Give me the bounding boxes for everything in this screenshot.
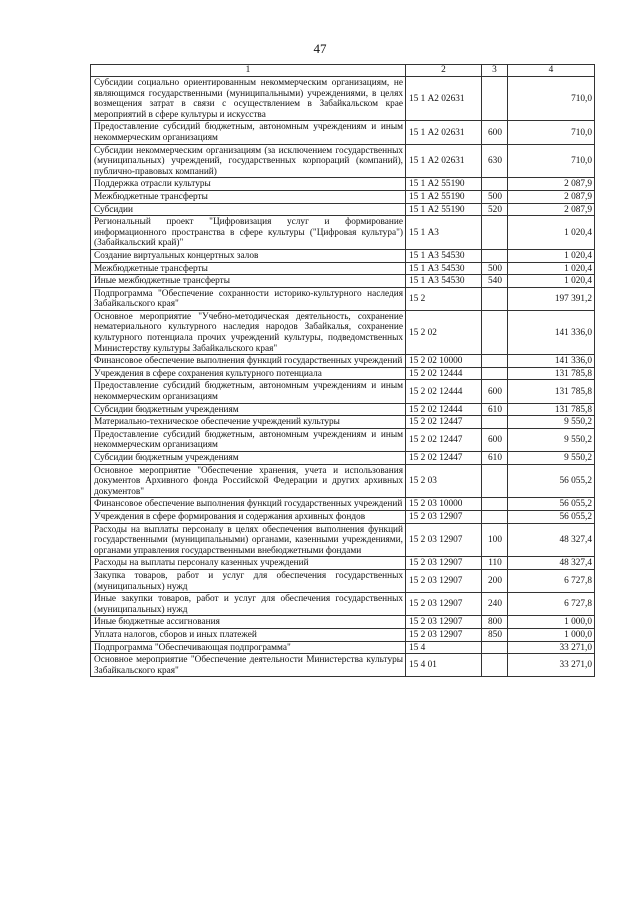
cell-code: 15 1 А2 55190: [406, 178, 482, 191]
cell-code: 15 2 03: [406, 464, 482, 498]
cell-type: 630: [482, 144, 508, 178]
cell-type: [482, 510, 508, 523]
table-row: [91, 510, 595, 523]
table-row: [91, 216, 595, 250]
cell-sum: 56 055,2: [508, 510, 595, 523]
cell-type: [482, 310, 508, 354]
table-row: [91, 262, 595, 275]
cell-code: 15 2 02 12447: [406, 428, 482, 451]
table-row: [91, 380, 595, 403]
cell-name: Финансовое обеспечение выполнения функций государственных учреждений: [91, 498, 406, 511]
cell-code: 15 2 03 10000: [406, 498, 482, 511]
table-body: [91, 77, 595, 677]
cell-code: 15 1 А3 54530: [406, 275, 482, 288]
cell-name: Основное мероприятие "Учебно-методическая деятельность, сохранение нематериального культурного наследия народов Забайкалья, сохранение культурного потенциала прочих учреждений культуры, подведомственных Министерству культуры Забайкальского края": [91, 310, 406, 354]
cell-code: 15 2 02 10000: [406, 355, 482, 368]
cell-type: [482, 178, 508, 191]
cell-name: Межбюджетные трансферты: [91, 190, 406, 203]
cell-name: Создание виртуальных концертных залов: [91, 249, 406, 262]
cell-name: Иные закупки товаров, работ и услуг для обеспечения государственных (муниципальных) нужд: [91, 593, 406, 616]
cell-sum: 6 727,8: [508, 593, 595, 616]
cell-sum: 33 271,0: [508, 641, 595, 654]
cell-sum: 141 336,0: [508, 355, 595, 368]
cell-code: 15 4 01: [406, 654, 482, 677]
cell-type: [482, 416, 508, 429]
cell-name: Закупка товаров, работ и услуг для обеспечения государственных (муниципальных) нужд: [91, 569, 406, 592]
cell-sum: 9 550,2: [508, 428, 595, 451]
cell-name: Поддержка отрасли культуры: [91, 178, 406, 191]
cell-name: Предоставление субсидий бюджетным, автономным учреждениям и иным некоммерческим организациям: [91, 380, 406, 403]
cell-sum: 2 087,9: [508, 203, 595, 216]
cell-sum: 9 550,2: [508, 452, 595, 465]
cell-code: 15 2 03 12907: [406, 616, 482, 629]
table-row: [91, 367, 595, 380]
cell-code: 15 4: [406, 641, 482, 654]
table-row: [91, 464, 595, 498]
cell-code: 15 1 А2 02631: [406, 121, 482, 144]
cell-type: [482, 464, 508, 498]
cell-sum: 131 785,8: [508, 380, 595, 403]
table-row: [91, 452, 595, 465]
cell-code: 15 2 03 12907: [406, 569, 482, 592]
cell-type: [482, 498, 508, 511]
table-row: [91, 523, 595, 557]
cell-type: 600: [482, 121, 508, 144]
table-row: [91, 593, 595, 616]
table-row: [91, 557, 595, 570]
cell-sum: 1 000,0: [508, 616, 595, 629]
cell-type: [482, 367, 508, 380]
cell-name: Подпрограмма "Обеспечивающая подпрограмма": [91, 641, 406, 654]
cell-code: 15 1 А3: [406, 216, 482, 250]
cell-sum: 710,0: [508, 144, 595, 178]
cell-code: 15 1 А3 54530: [406, 262, 482, 275]
cell-type: 800: [482, 616, 508, 629]
cell-type: 500: [482, 262, 508, 275]
cell-code: 15 2: [406, 287, 482, 310]
cell-name: Основное мероприятие "Обеспечение хранения, учета и использования документов Архивного фонда Российской Федерации и других архивных документов": [91, 464, 406, 498]
cell-sum: 56 055,2: [508, 498, 595, 511]
header-row: [91, 65, 595, 77]
cell-type: 610: [482, 452, 508, 465]
cell-type: [482, 641, 508, 654]
cell-type: 600: [482, 380, 508, 403]
table-row: [91, 355, 595, 368]
cell-sum: 1 020,4: [508, 216, 595, 250]
cell-code: 15 2 03 12907: [406, 523, 482, 557]
cell-type: 200: [482, 569, 508, 592]
table-row: [91, 641, 595, 654]
cell-sum: 1 020,4: [508, 249, 595, 262]
cell-code: 15 1 А2 55190: [406, 190, 482, 203]
cell-sum: 9 550,2: [508, 416, 595, 429]
cell-type: 600: [482, 428, 508, 451]
cell-sum: 1 020,4: [508, 262, 595, 275]
cell-type: [482, 77, 508, 121]
cell-name: Субсидии бюджетным учреждениям: [91, 403, 406, 416]
cell-name: Расходы на выплаты персоналу в целях обеспечения выполнения функций государственными (муниципальными) органами, казенными учреждениями, органами управления государственными внебюджетными фондами: [91, 523, 406, 557]
cell-code: 15 1 А2 02631: [406, 77, 482, 121]
cell-type: 100: [482, 523, 508, 557]
cell-name: Финансовое обеспечение выполнения функций государственных учреждений: [91, 355, 406, 368]
table-row: [91, 287, 595, 310]
table-row: [91, 203, 595, 216]
column-header-sum: 4: [508, 65, 595, 77]
table-row: [91, 190, 595, 203]
cell-sum: 2 087,9: [508, 190, 595, 203]
table-row: [91, 569, 595, 592]
cell-sum: 1 000,0: [508, 628, 595, 641]
cell-name: Подпрограмма "Обеспечение сохранности историко-культурного наследия Забайкальского края": [91, 287, 406, 310]
cell-code: 15 1 А3 54530: [406, 249, 482, 262]
cell-name: Региональный проект "Цифровизация услуг и формирование информационного пространства в сфере культуры ("Цифровая культура") (Забайкальский край)": [91, 216, 406, 250]
table-row: [91, 121, 595, 144]
cell-name: Материально-техническое обеспечение учреждений культуры: [91, 416, 406, 429]
table-row: [91, 77, 595, 121]
cell-name: Иные межбюджетные трансферты: [91, 275, 406, 288]
cell-name: Субсидии: [91, 203, 406, 216]
cell-code: 15 2 03 12907: [406, 628, 482, 641]
cell-sum: 710,0: [508, 77, 595, 121]
column-header-type: 3: [482, 65, 508, 77]
page-number: 47: [313, 41, 327, 56]
cell-type: 240: [482, 593, 508, 616]
cell-code: 15 2 02 12444: [406, 403, 482, 416]
cell-name: Основное мероприятие "Обеспечение деятельности Министерства культуры Забайкальского края": [91, 654, 406, 677]
table-row: [91, 310, 595, 354]
cell-name: Расходы на выплаты персоналу казенных учреждений: [91, 557, 406, 570]
table-row: [91, 428, 595, 451]
table-row: [91, 275, 595, 288]
cell-code: 15 2 03 12907: [406, 510, 482, 523]
cell-type: [482, 216, 508, 250]
cell-name: Уплата налогов, сборов и иных платежей: [91, 628, 406, 641]
cell-name: Учреждения в сфере сохранения культурного потенциала: [91, 367, 406, 380]
cell-sum: 197 391,2: [508, 287, 595, 310]
cell-code: 15 2 02 12444: [406, 380, 482, 403]
cell-sum: 131 785,8: [508, 403, 595, 416]
cell-name: Субсидии социально ориентированным некоммерческим организациям, не являющимся государственными (муниципальными) учреждениями, в целях возмещения затрат в связи с осуществлением в Забайкальском крае мероприятий в сфере культуры и искусства: [91, 77, 406, 121]
cell-name: Иные бюджетные ассигнования: [91, 616, 406, 629]
cell-type: 110: [482, 557, 508, 570]
cell-sum: 2 087,9: [508, 178, 595, 191]
table-row: [91, 616, 595, 629]
cell-type: [482, 287, 508, 310]
table-row: [91, 403, 595, 416]
cell-type: 540: [482, 275, 508, 288]
cell-type: 850: [482, 628, 508, 641]
cell-name: Межбюджетные трансферты: [91, 262, 406, 275]
cell-sum: 710,0: [508, 121, 595, 144]
column-header-code: 2: [406, 65, 482, 77]
cell-sum: 56 055,2: [508, 464, 595, 498]
table-row: [91, 498, 595, 511]
cell-code: 15 1 А2 02631: [406, 144, 482, 178]
cell-code: 15 2 02: [406, 310, 482, 354]
cell-code: 15 1 А2 55190: [406, 203, 482, 216]
cell-sum: 48 327,4: [508, 523, 595, 557]
cell-sum: 6 727,8: [508, 569, 595, 592]
cell-sum: 131 785,8: [508, 367, 595, 380]
cell-sum: 141 336,0: [508, 310, 595, 354]
table-row: [91, 249, 595, 262]
cell-code: 15 2 03 12907: [406, 593, 482, 616]
budget-table: [90, 64, 595, 677]
table-row: [91, 416, 595, 429]
cell-sum: 48 327,4: [508, 557, 595, 570]
cell-name: Субсидии бюджетным учреждениям: [91, 452, 406, 465]
cell-type: 610: [482, 403, 508, 416]
cell-name: Учреждения в сфере формирования и содержания архивных фондов: [91, 510, 406, 523]
cell-name: Предоставление субсидий бюджетным, автономным учреждениям и иным некоммерческим организациям: [91, 121, 406, 144]
cell-type: 520: [482, 203, 508, 216]
table-row: [91, 144, 595, 178]
cell-code: 15 2 02 12444: [406, 367, 482, 380]
cell-code: 15 2 02 12447: [406, 416, 482, 429]
table-row: [91, 178, 595, 191]
cell-code: 15 2 03 12907: [406, 557, 482, 570]
table-row: [91, 628, 595, 641]
cell-type: [482, 355, 508, 368]
column-header-name: 1: [91, 65, 406, 77]
cell-sum: 1 020,4: [508, 275, 595, 288]
cell-code: 15 2 02 12447: [406, 452, 482, 465]
cell-type: 500: [482, 190, 508, 203]
cell-type: [482, 654, 508, 677]
cell-name: Предоставление субсидий бюджетным, автономным учреждениям и иным некоммерческим организациям: [91, 428, 406, 451]
table-row: [91, 654, 595, 677]
cell-type: [482, 249, 508, 262]
cell-sum: 33 271,0: [508, 654, 595, 677]
cell-name: Субсидии некоммерческим организациям (за исключением государственных (муниципальных) учреждений, государственных корпораций (компаний), публично-правовых компаний): [91, 144, 406, 178]
